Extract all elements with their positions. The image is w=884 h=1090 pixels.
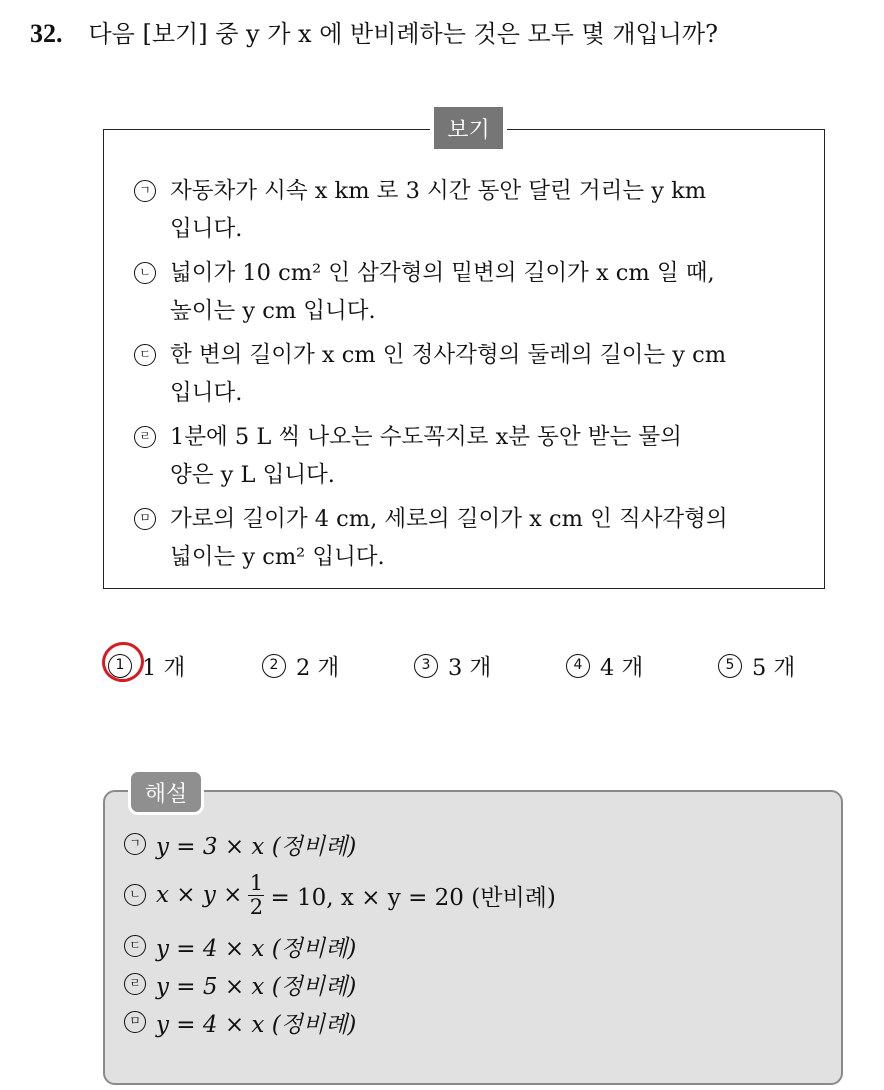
solution-text-pre: x × y × bbox=[156, 882, 243, 908]
bogi-items bbox=[130, 172, 810, 582]
solution-text: y = 5 × x (정비례) bbox=[156, 973, 357, 1000]
bogi-item bbox=[130, 254, 810, 330]
item-line: 가로의 길이가 4 cm, 세로의 길이가 x cm 인 직사각형의 bbox=[170, 506, 728, 532]
option-label: 2 개 bbox=[296, 655, 340, 681]
option-label: 5 개 bbox=[752, 655, 796, 681]
bogi-item bbox=[130, 500, 810, 576]
option-2[interactable] bbox=[262, 650, 339, 682]
bogi-item bbox=[130, 336, 810, 412]
item-mark: ㄱ bbox=[134, 180, 156, 202]
item-mark: ㄹ bbox=[134, 426, 156, 448]
option-4[interactable] bbox=[566, 650, 643, 682]
item-line: 넓이는 y cm² 입니다. bbox=[170, 544, 385, 570]
selected-answer-ring bbox=[98, 638, 147, 686]
solution-mark: ㄴ bbox=[124, 884, 146, 906]
option-label: 3 개 bbox=[448, 655, 492, 681]
option-5[interactable] bbox=[718, 650, 795, 682]
question-number: 32. bbox=[30, 19, 63, 48]
item-line: 입니다. bbox=[170, 380, 243, 406]
item-line: 높이는 y cm 입니다. bbox=[170, 298, 376, 324]
solution-text: y = 4 × x (정비례) bbox=[156, 935, 357, 962]
solution-line bbox=[124, 927, 556, 965]
item-mark: ㅁ bbox=[134, 508, 156, 530]
fraction-denominator: 2 bbox=[249, 894, 264, 919]
option-number: 4 bbox=[566, 654, 590, 678]
fraction bbox=[248, 872, 264, 919]
option-number: 5 bbox=[718, 654, 742, 678]
bogi-item bbox=[130, 172, 810, 248]
solution-line bbox=[124, 863, 556, 927]
solution-text-post: = 10, x × y = 20 (반비례) bbox=[270, 884, 556, 911]
solution-mark: ㅁ bbox=[124, 1011, 146, 1033]
solution-tag: 해설 bbox=[128, 769, 204, 815]
solution-mark: ㄱ bbox=[124, 833, 146, 855]
solution-mark: ㄹ bbox=[124, 973, 146, 995]
item-line: 양은 y L 입니다. bbox=[170, 462, 335, 488]
item-mark: ㄴ bbox=[134, 262, 156, 284]
solution-line bbox=[124, 965, 556, 1003]
option-number: 2 bbox=[262, 654, 286, 678]
option-1[interactable] bbox=[108, 650, 185, 682]
item-line: 1분에 5 L 씩 나오는 수도꼭지로 x분 동안 받는 물의 bbox=[170, 424, 682, 450]
question-text: 다음 [보기] 중 y 가 x 에 반비례하는 것은 모두 몇 개입니까? bbox=[88, 20, 718, 48]
question bbox=[30, 14, 718, 49]
option-3[interactable] bbox=[414, 650, 491, 682]
solution-line bbox=[124, 825, 556, 863]
bogi-item bbox=[130, 418, 810, 494]
solution-lines bbox=[124, 825, 556, 1041]
solution-line bbox=[124, 1003, 556, 1041]
bogi-tag: 보기 bbox=[430, 107, 507, 149]
option-label: 4 개 bbox=[600, 655, 644, 681]
solution-text: y = 4 × x (정비례) bbox=[156, 1011, 357, 1038]
solution-mark: ㄷ bbox=[124, 935, 146, 957]
option-label: 1 개 bbox=[142, 655, 186, 681]
item-line: 한 변의 길이가 x cm 인 정사각형의 둘레의 길이는 y cm bbox=[170, 342, 727, 368]
option-number: 3 bbox=[414, 654, 438, 678]
item-mark: ㄷ bbox=[134, 344, 156, 366]
item-line: 자동차가 시속 x km 로 3 시간 동안 달린 거리는 y km bbox=[170, 178, 707, 204]
item-line: 넓이가 10 cm² 인 삼각형의 밑변의 길이가 x cm 일 때, bbox=[170, 260, 715, 286]
option-number: 1 bbox=[108, 654, 132, 678]
fraction-numerator: 1 bbox=[249, 870, 264, 895]
item-line: 입니다. bbox=[170, 216, 243, 242]
solution-text: y = 3 × x (정비례) bbox=[156, 833, 357, 860]
